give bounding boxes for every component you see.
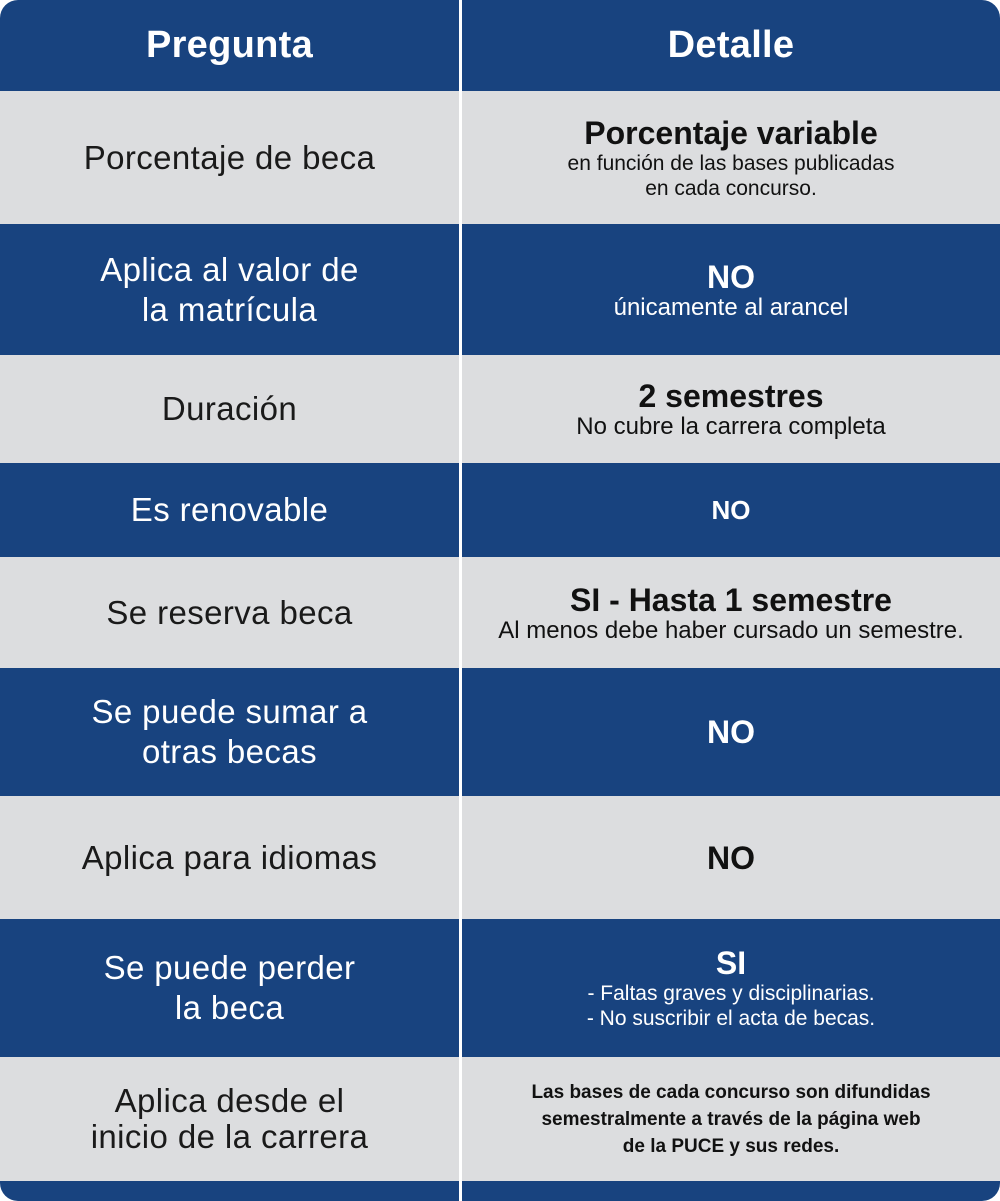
- table-row: [0, 91, 1000, 224]
- header-detail-cell: [462, 0, 1000, 91]
- detail-subtext: - Faltas graves y disciplinarias. - No suscribir el acta de becas.: [586, 982, 876, 1030]
- question-text: Aplica al valor de la matrícula: [100, 250, 359, 328]
- question-cell: [0, 668, 459, 796]
- detail-title: SI - Hasta 1 semestre: [570, 581, 892, 618]
- detail-text: Las bases de cada concurso son difundidas semestralmente a través de la página web de la PUCE y sus redes.: [531, 1081, 931, 1157]
- question-text: Duración: [161, 390, 298, 427]
- detail-subtext: únicamente al arancel: [613, 293, 849, 321]
- header-question-label: Pregunta: [145, 24, 314, 66]
- table-row: [0, 463, 1000, 557]
- table-row: [0, 557, 1000, 668]
- detail-cell: [462, 91, 1000, 224]
- detail-cell: [462, 355, 1000, 463]
- table-row: [0, 1057, 1000, 1181]
- detail-title: NO: [707, 714, 755, 750]
- question-text: Se puede sumar a otras becas: [91, 693, 368, 770]
- detail-cell: [462, 796, 1000, 919]
- header-detail-label: Detalle: [667, 24, 795, 66]
- question-cell: [0, 463, 459, 557]
- question-cell: [0, 796, 459, 919]
- detail-cell: [462, 1057, 1000, 1181]
- question-cell: [0, 1057, 459, 1181]
- question-text: Se puede perder la beca: [103, 949, 356, 1026]
- table-row: [0, 919, 1000, 1057]
- question-text: Se reserva beca: [106, 593, 353, 631]
- detail-cell: [462, 224, 1000, 355]
- table-row: [0, 668, 1000, 796]
- question-text: Es renovable: [130, 491, 329, 528]
- question-cell: [0, 557, 459, 668]
- detail-subtext: en función de las bases publicadas en cada concurso.: [567, 151, 895, 200]
- detail-cell: [462, 463, 1000, 557]
- question-text: Porcentaje de beca: [83, 138, 376, 176]
- question-text: Aplica para idiomas: [81, 838, 378, 876]
- detail-cell: [462, 557, 1000, 668]
- table-header: [0, 0, 1000, 91]
- header-question-cell: [0, 0, 459, 91]
- table-footer-strip: [0, 1181, 1000, 1201]
- detail-subtext: No cubre la carrera completa: [576, 413, 886, 440]
- table-row: [0, 224, 1000, 355]
- detail-title: NO: [707, 839, 755, 876]
- detail-cell: [462, 919, 1000, 1057]
- question-cell: [0, 919, 459, 1057]
- question-cell: [0, 91, 459, 224]
- detail-title: 2 semestres: [638, 378, 824, 414]
- question-text: Aplica desde el inicio de la carrera: [90, 1082, 369, 1155]
- detail-subtext: Al menos debe haber cursado un semestre.: [498, 616, 964, 644]
- detail-title: NO: [707, 258, 755, 295]
- detail-title: NO: [711, 495, 751, 525]
- detail-title: Porcentaje variable: [584, 114, 878, 151]
- question-cell: [0, 355, 459, 463]
- column-divider: [459, 0, 462, 1201]
- table-row: [0, 796, 1000, 919]
- question-cell: [0, 224, 459, 355]
- table-row: [0, 355, 1000, 463]
- detail-cell: [462, 668, 1000, 796]
- detail-title: SI: [715, 945, 747, 981]
